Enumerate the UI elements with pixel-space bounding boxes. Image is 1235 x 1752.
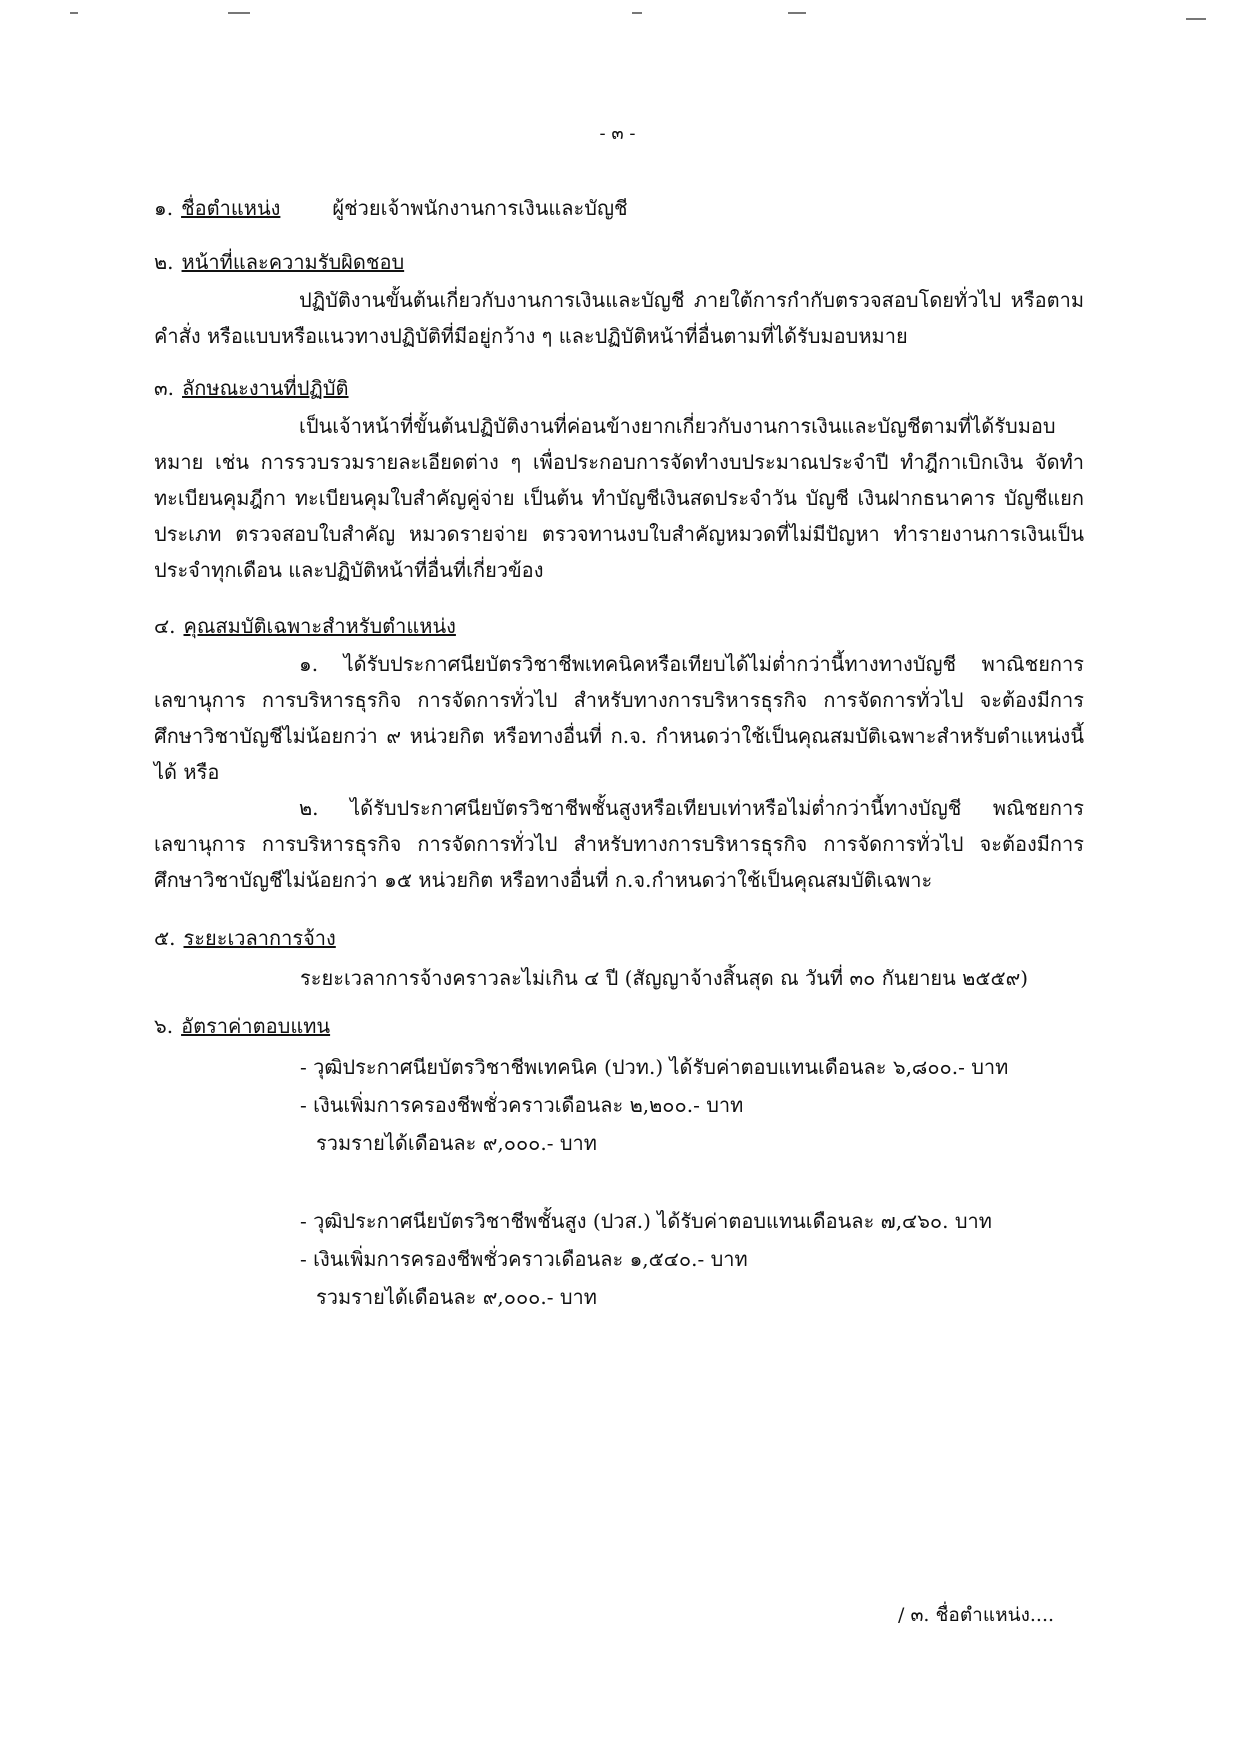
section-1-heading <box>154 192 628 224</box>
section-2-heading <box>154 246 404 278</box>
section-number: ๔. <box>154 614 176 638</box>
section-title: หน้าที่และความรับผิดชอบ <box>181 250 405 274</box>
scan-artifact <box>228 12 250 14</box>
pay-line: - เงินเพิ่มการครองชีพชั่วคราวเดือนละ ๑,๕๔๐.- บาท <box>300 1247 748 1271</box>
scan-artifact <box>788 12 806 14</box>
section-number: ๑. <box>154 196 174 220</box>
section-number: ๒. <box>154 250 174 274</box>
section-title: ชื่อตำแหน่ง <box>181 196 281 220</box>
position-name: ผู้ช่วยเจ้าพนักงานการเงินและบัญชี <box>332 196 628 220</box>
section-2-body <box>154 282 1084 354</box>
section-3-body <box>154 408 1084 588</box>
section-number: ๓. <box>154 376 175 400</box>
page-number: - ๓ - <box>599 123 636 144</box>
section-title: ลักษณะงานที่ปฏิบัติ <box>182 376 349 400</box>
pay-total: รวมรายได้เดือนละ ๙,๐๐๐.- บาท <box>316 1131 597 1155</box>
duties-paragraph: ปฏิบัติงานขั้นต้นเกี่ยวกับงานการเงินและบัญชี ภายใต้การกำกับตรวจสอบโดยทั่วไป หรือตามคำสั่ง หรือแบบหรือแนวทางปฏิบัติที่มีอยู่กว้าง ๆ และปฏิบัติหน้าที่อื่นตามที่ได้รับมอบหมาย <box>154 288 1084 348</box>
section-4-heading <box>154 610 456 642</box>
continuation-note: / ๓. ชื่อตำแหน่ง.... <box>898 1604 1055 1626</box>
scan-artifact <box>632 12 642 14</box>
pay-total: รวมรายได้เดือนละ ๙,๐๐๐.- บาท <box>316 1285 597 1309</box>
section-title: อัตราค่าตอบแทน <box>181 1014 331 1038</box>
qualification-item-2: ๒. ได้รับประกาศนียบัตรวิชาชีพชั้นสูงหรือเทียบเท่าหรือไม่ต่ำกว่านี้ทางบัญชี พณิชยการ เลขานุการ การบริหารธุรกิจ การจัดการทั่วไป สำหรับทางการบริหารธุรกิจ การจัดการทั่วไป จะต้องมีการศึกษาวิชาบัญชีไม่น้อยกว่า ๑๕ หน่วยกิต หรือทางอื่นที่ ก.จ.กำหนดว่าใช้เป็นคุณสมบัติเฉพาะ <box>154 796 1084 892</box>
section-number: ๕. <box>154 926 176 950</box>
qualification-item-1: ๑. ได้รับประกาศนียบัตรวิชาชีพเทคนิคหรือเทียบได้ไม่ต่ำกว่านี้ทางทางบัญชี พาณิชยการ เลขานุการ การบริหารธุรกิจ การจัดการทั่วไป สำหรับทางการบริหารธุรกิจ การจัดการทั่วไป จะต้องมีการศึกษาวิชาบัญชีไม่น้อยกว่า ๙ หน่วยกิต หรือทางอื่นที่ ก.จ. กำหนดว่าใช้เป็นคุณสมบัติเฉพาะสำหรับตำแหน่งนี้ได้ หรือ <box>154 652 1084 784</box>
section-4-body <box>154 646 1084 898</box>
employment-period: ระยะเวลาการจ้างคราวละไม่เกิน ๔ ปี (สัญญาจ้างสิ้นสุด ณ วันที่ ๓๐ กันยายน ๒๕๕๙) <box>300 966 1029 990</box>
pay-line: - วุฒิประกาศนียบัตรวิชาชีพชั้นสูง (ปวส.) ได้รับค่าตอบแทนเดือนละ ๗,๔๖๐. บาท <box>300 1209 992 1233</box>
section-number: ๖. <box>154 1014 174 1038</box>
pay-line: - วุฒิประกาศนียบัตรวิชาชีพเทคนิค (ปวท.) ได้รับค่าตอบแทนเดือนละ ๖,๘๐๐.- บาท <box>300 1055 1009 1079</box>
section-5-heading <box>154 922 336 954</box>
work-description-paragraph: เป็นเจ้าหน้าที่ขั้นต้นปฏิบัติงานที่ค่อนข้างยากเกี่ยวกับงานการเงินและบัญชีตามที่ได้รับมอบหมาย เช่น การรวบรวมรายละเอียดต่าง ๆ เพื่อประกอบการจัดทำงบประมาณประจำปี ทำฎีกาเบิกเงิน จัดทำทะเบียนคุมฎีกา ทะเบียนคุมใบสำคัญคู่จ่าย เป็นต้น ทำบัญชีเงินสดประจำวัน บัญชี เงินฝากธนาคาร บัญชีแยกประเภท ตรวจสอบใบสำคัญ หมวดรายจ่าย ตรวจทานงบใบสำคัญหมวดที่ไม่มีปัญหา ทำรายงานการเงินเป็นประจำทุกเดือน และปฏิบัติหน้าที่อื่นที่เกี่ยวข้อง <box>154 414 1084 582</box>
section-3-heading <box>154 372 349 404</box>
section-title: คุณสมบัติเฉพาะสำหรับตำแหน่ง <box>183 614 456 638</box>
section-6-heading <box>154 1010 330 1042</box>
section-title: ระยะเวลาการจ้าง <box>183 926 336 950</box>
scan-artifact <box>70 12 78 14</box>
scan-artifact <box>1186 18 1206 20</box>
pay-line: - เงินเพิ่มการครองชีพชั่วคราวเดือนละ ๒,๒๐๐.- บาท <box>300 1093 744 1117</box>
